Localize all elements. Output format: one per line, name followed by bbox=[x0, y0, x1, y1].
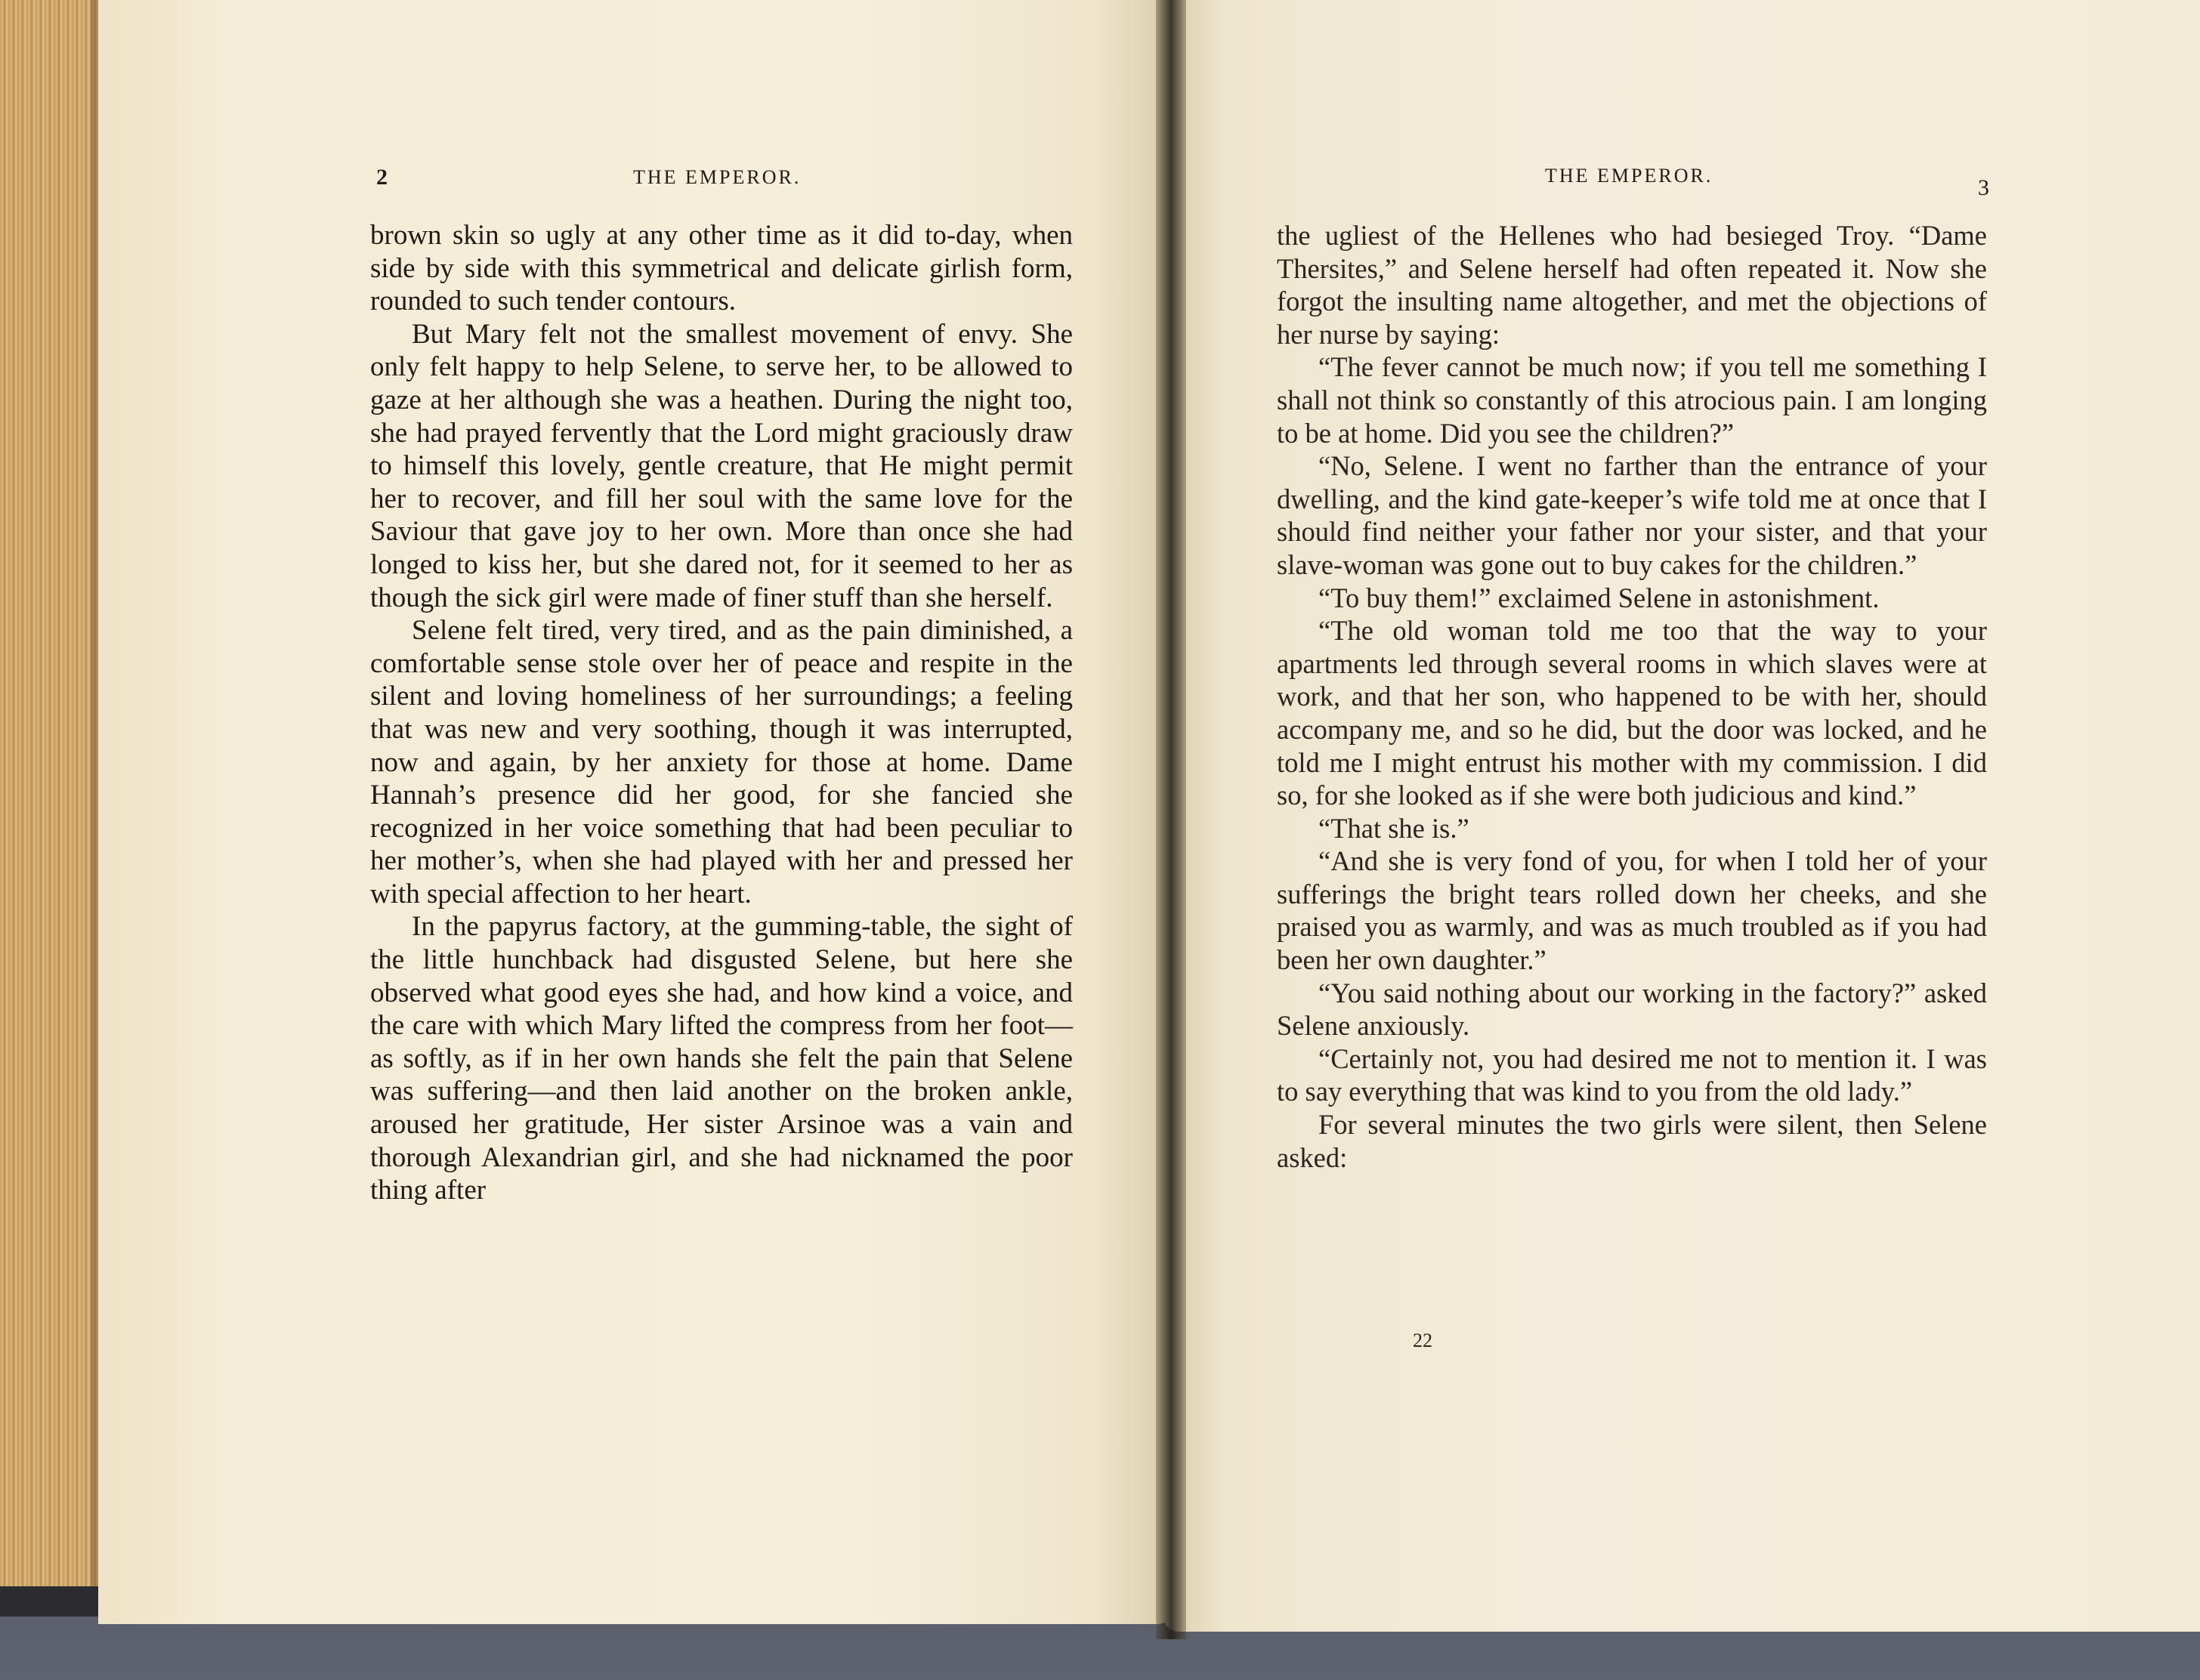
right-paragraph-5: “The old woman told me too that the way to your apartments led through several rooms in which slaves were at work, and that her son, who happened to be with her, should accompany me, and so he did, but the door was locked, and he told me I might entrust his mother with my commission. I did so, for she looked as if she were both judicious and kind.” bbox=[1277, 615, 1987, 811]
right-paragraph-2: “The fever cannot be much now; if you tell me something I shall not think so constantly of this atrocious pain. I am longing to be at home. Did you see the children?” bbox=[1277, 351, 1987, 449]
right-page-number: 3 bbox=[1978, 175, 1989, 200]
right-paragraph-1: the ugliest of the Hellenes who had besieged Troy. “Dame Thersites,” and Selene herself had often repeated it. Now she forgot the insulting name altogether, and met the objections of her nurse by saying: bbox=[1277, 220, 1987, 350]
left-paragraph-4: In the papyrus factory, at the gumming-table, the sight of the little hunchback had disgusted Selene, but here she observed what good eyes she had, and how kind a voice, and the care with which Mary lifted the compress from her foot—as softly, as if in her own hands she felt the pain that Selene was suffering—and then laid another on the broken ankle, aroused her gratitude, Her sister Arsinoe was a vain and thorough Alexandrian girl, and she had nicknamed the poor thing after bbox=[370, 911, 1073, 1206]
right-paragraph-4: “To buy them!” exclaimed Selene in astonishment. bbox=[1318, 582, 1880, 613]
right-paragraph-3: “No, Selene. I went no farther than the entrance of your dwelling, and the kind gate-keeper’s wife told me at once that I should find neither your father nor your sister, and that your slave-woman was gone out to buy cakes for the children.” bbox=[1277, 450, 1987, 580]
right-paragraph-7: “And she is very fond of you, for when I told her of your sufferings the bright tears rolled down her cheeks, and she praised you as warmly, and was as much troubled as if you had been her own daughter.” bbox=[1277, 845, 1987, 976]
left-paragraph-2: But Mary felt not the smallest movement of envy. She only felt happy to help Selene, to serve her, to be allowed to gaze at her although she was a heathen. During the night too, she had prayed fervently that the Lord might graciously draw to himself this lovely, gentle creature, that He might permit her to recover, and fill her soul with the same love for the Saviour that gave joy to her own. More than once she had longed to kiss her, but she dared not, for it seemed to her as though the sick girl were made of finer stuff than she herself. bbox=[370, 318, 1073, 613]
right-page-body bbox=[1277, 219, 1987, 1174]
book-gutter bbox=[1156, 0, 1186, 1639]
right-paragraph-8: “You said nothing about our working in the factory?” asked Selene anxiously. bbox=[1277, 977, 1987, 1042]
left-page-body bbox=[370, 219, 1073, 1207]
right-paragraph-9: “Certainly not, you had desired me not to mention it. I was to say everything that was kind to you from the old lady.” bbox=[1277, 1042, 1987, 1107]
left-paragraph-3: Selene felt tired, very tired, and as the pain diminished, a comfortable sense stole over her of peace and respite in the silent and loving homeliness of her surroundings; a feeling that was new and very soothing, though it was interrupted, now and again, by her anxiety for those at home. Dame Hannah’s presence did her good, for she fancied she recognized in her voice something that had been peculiar to her mother’s, when she had played with her and pressed her with special affection to her heart. bbox=[370, 615, 1073, 909]
left-running-head: THE EMPEROR. bbox=[633, 166, 802, 188]
printer-signature-mark: 22 bbox=[1413, 1329, 1432, 1351]
page-fore-edge bbox=[0, 0, 106, 1601]
left-paragraph-1: brown skin so ugly at any other time as it did to-day, when side by side with this symmetrical and delicate girlish form, rounded to such tender contours. bbox=[370, 220, 1073, 317]
left-page-number: 2 bbox=[376, 165, 388, 190]
right-paragraph-10: For several minutes the two girls were silent, then Selene asked: bbox=[1277, 1109, 1987, 1173]
right-paragraph-6: “That she is.” bbox=[1318, 812, 1469, 844]
right-running-head: THE EMPEROR. bbox=[1545, 165, 1713, 187]
